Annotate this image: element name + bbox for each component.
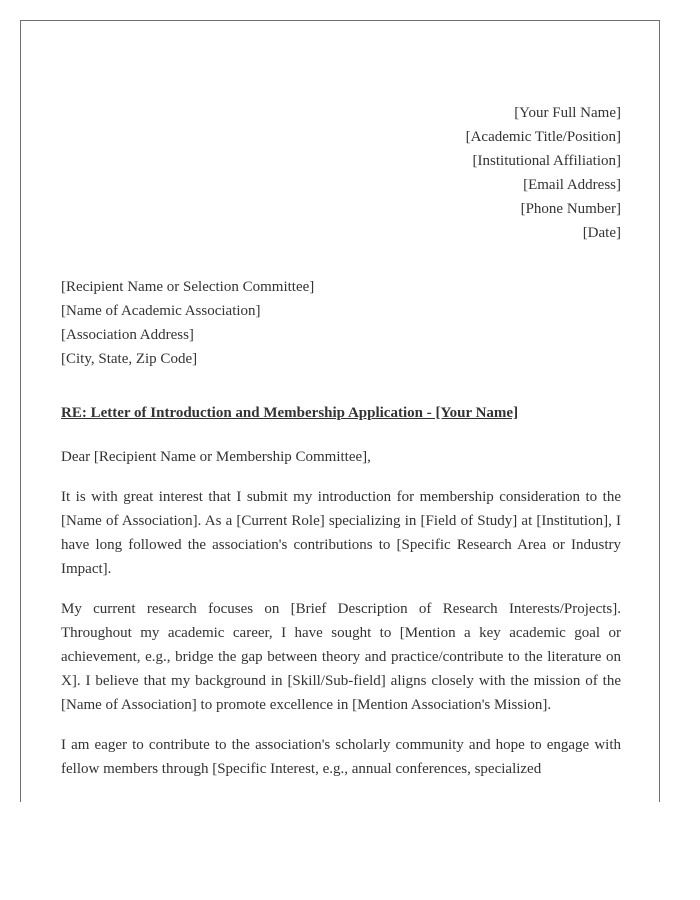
sender-name: [Your Full Name] xyxy=(514,105,621,121)
body-paragraph-1: It is with great interest that I submit my introduction for membership consideration to the [Name of Association]. As a [Current Role] specializing in [Field of Study] at [Institution], I have long followed the association's contributions to [Specific Research Area or Industry Impact]. xyxy=(61,489,621,577)
sender-date: [Date] xyxy=(582,225,621,241)
recipient-association: [Name of Academic Association] xyxy=(61,303,261,319)
salutation: Dear [Recipient Name or Membership Committee], xyxy=(61,449,371,465)
subject-line: RE: Letter of Introduction and Membership Application - [Your Name] xyxy=(61,405,519,421)
letter-content xyxy=(61,101,621,781)
body-paragraph-3: I am eager to contribute to the association's scholarly community and hope to engage with fellow members through [Specific Interest, e.g., annual conferences, specialized xyxy=(61,737,621,777)
recipient-name: [Recipient Name or Selection Committee] xyxy=(61,279,315,295)
sender-email: [Email Address] xyxy=(523,177,621,193)
sender-affiliation: [Institutional Affiliation] xyxy=(472,153,621,169)
recipient-block xyxy=(61,275,621,371)
sender-block xyxy=(61,101,621,245)
sender-title: [Academic Title/Position] xyxy=(465,129,621,145)
letter-page xyxy=(20,20,660,802)
body-paragraph-2: My current research focuses on [Brief Description of Research Interests/Projects]. Throughout my academic career, I have sought to [Mention a key academic goal or achievement, e.g., bridge the gap between theory and practice/contribute to the literature on X]. I believe that my background in [Skill/Sub-field] aligns closely with the mission of the [Name of Association] to promote excellence in [Mention Association's Mission]. xyxy=(61,601,621,713)
recipient-city-state-zip: [City, State, Zip Code] xyxy=(61,351,198,367)
sender-phone: [Phone Number] xyxy=(520,201,621,217)
recipient-address: [Association Address] xyxy=(61,327,194,343)
